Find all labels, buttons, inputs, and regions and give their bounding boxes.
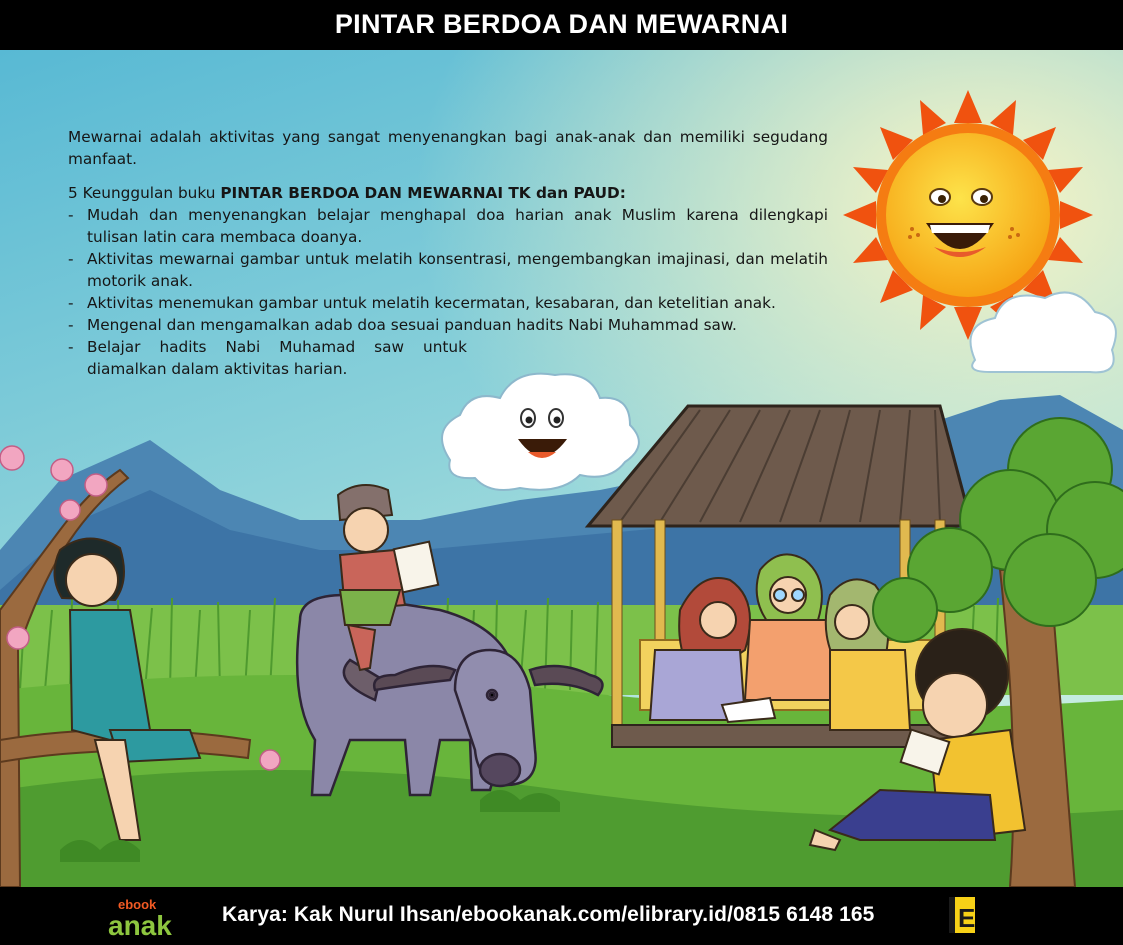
features-heading-prefix: 5 Keunggulan buku bbox=[68, 184, 221, 202]
feature-item: - Aktivitas mewarnai gambar untuk melatih konsentrasi, mengembangkan imajinasi, dan melatih motorik anak. bbox=[68, 248, 828, 292]
illustration-scene bbox=[0, 50, 1123, 887]
logo-left-top: ebook bbox=[118, 897, 157, 912]
ebookanak-logo bbox=[104, 895, 190, 939]
description-text bbox=[68, 126, 828, 380]
feature-item: - Belajar hadits Nabi Muhamad saw untuk diamalkan dalam aktivitas harian. bbox=[68, 336, 467, 380]
footer-credit: Karya: Kak Nurul Ihsan/ebookanak.com/elibrary.id/0815 6148 165 bbox=[222, 903, 875, 926]
features-heading bbox=[68, 182, 828, 204]
feature-item: - Aktivitas menemukan gambar untuk melatih kecermatan, kesabaran, dan ketelitian anak. bbox=[68, 292, 828, 314]
page-title: PINTAR BERDOA DAN MEWARNAI bbox=[0, 0, 1123, 50]
elibrary-logo bbox=[947, 895, 977, 935]
feature-item: - Mengenal dan mengamalkan adab doa sesuai panduan hadits Nabi Muhammad saw. bbox=[68, 314, 828, 336]
features-heading-book-title: PINTAR BERDOA DAN MEWARNAI TK dan PAUD: bbox=[220, 184, 626, 202]
footer-bar bbox=[0, 887, 1123, 945]
logo-left-bottom: anak bbox=[108, 910, 172, 939]
intro-paragraph: Mewarnai adalah aktivitas yang sangat menyenangkan bagi anak-anak dan memiliki segudang manfaat. bbox=[68, 128, 828, 168]
features-list bbox=[68, 204, 828, 380]
feature-item: - Mudah dan menyenangkan belajar menghapal doa harian anak Muslim karena dilengkapi tulisan latin cara membaca doanya. bbox=[68, 204, 828, 248]
logo-right-letter: E bbox=[958, 903, 976, 933]
